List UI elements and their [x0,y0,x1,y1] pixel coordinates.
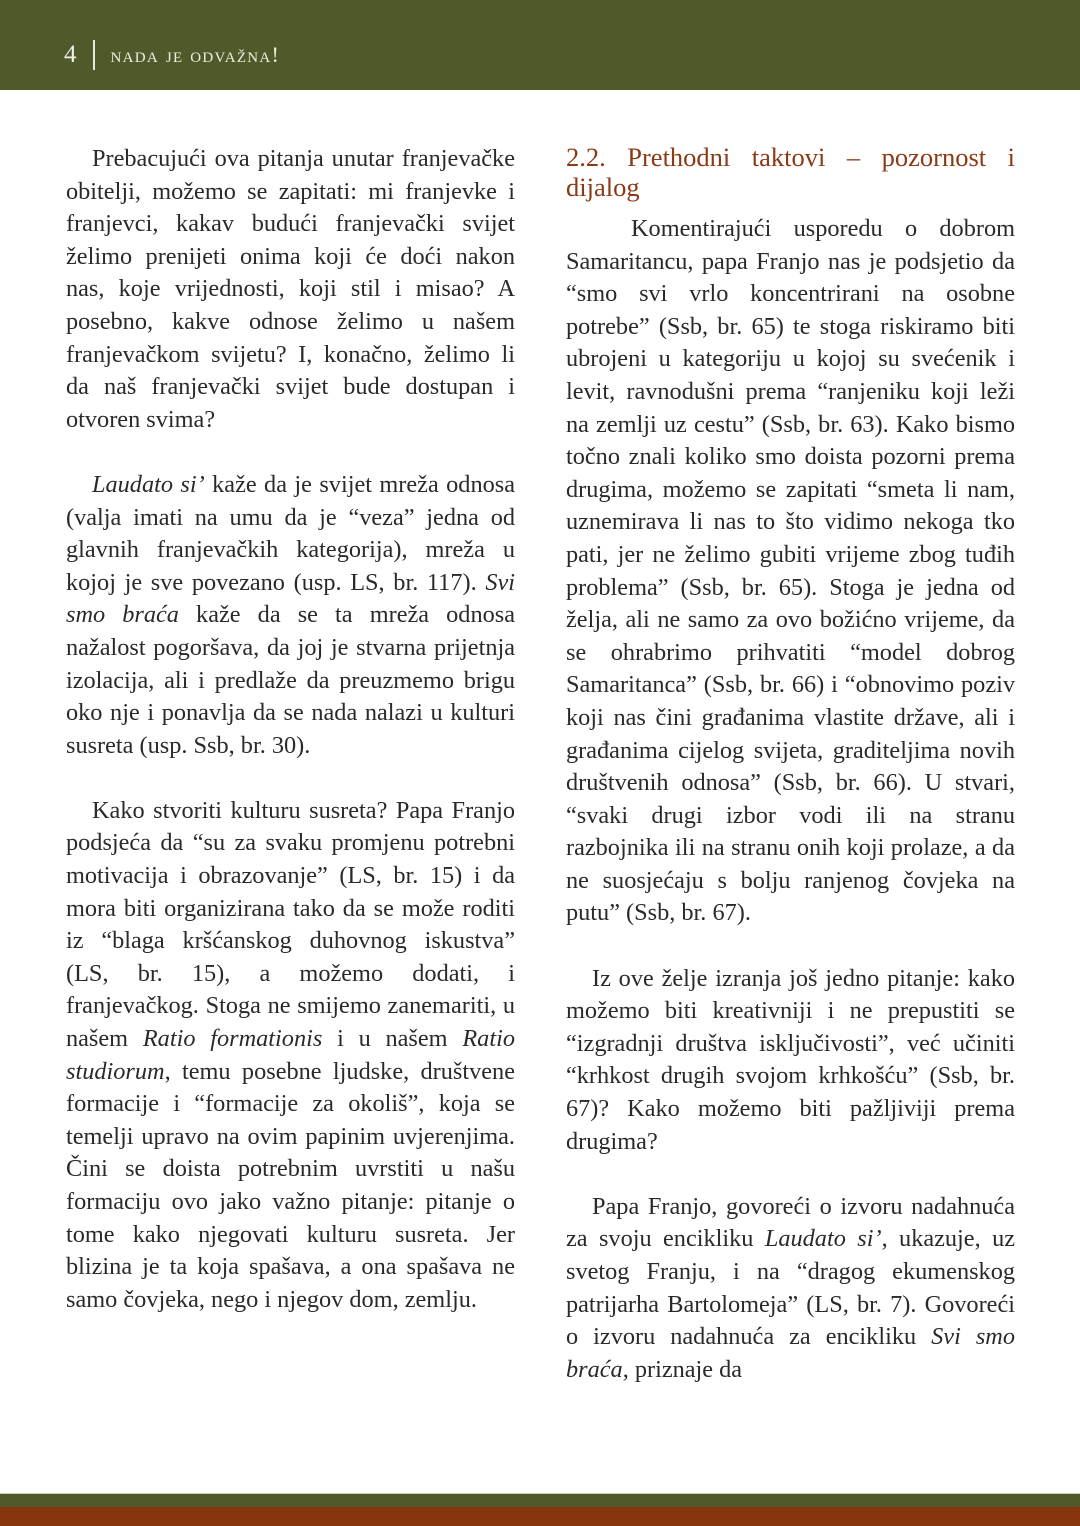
italic-title: Ratio studiorum [66,1025,515,1085]
text-run: i u našem [322,1025,463,1053]
left-column [66,143,515,1316]
right-column [566,142,1015,1386]
text-run: , priznaje da [622,1355,743,1383]
italic-title: Ratio formationis [142,1025,323,1053]
italic-title: Svi smo braća [566,1323,1015,1383]
text-run: kaže da je svijet mreža odnosa (valja imati na umu da je “veza” jedna od glavnih franjevačkih kategorija), mreža u kojoj je sve povezano (usp. LS, br. 117). [66,470,515,596]
text-run: Papa Franjo, govoreći o izvoru nadahnuća za svoju encikliku [566,1192,1015,1253]
running-title: nada je odvažna! [110,42,281,67]
text-run: kaže da se ta mreža odnosa nažalost pogoršava, da joj je stvarna prijetnja izolacija, ali i predlaže da preuzmemo brigu oko nje i ponavlja da se nada nalazi u kulturi susreta (usp. Ssb, br. 30). [66,601,515,759]
text-run: Iz ove želje izranja još jedno pitanje: kako možemo biti kreativniji i ne prepustiti se “izgradnji društva isključivosti”, već učiniti “krhkost drugih svojom krhkošću” (Ssb, br. 67)? Kako možemo biti pažljiviji prema drugima? [566,964,1015,1155]
paragraph [566,213,1015,930]
page-number: 4 [64,41,77,68]
text-run: , ukazuje, uz svetog Franju, i na “dragog ekumenskog patrijarha Bartolomeja” (LS, br. 7). Govoreći o izvoru nadahnuća za encikliku [566,1225,1015,1351]
paragraph [66,469,515,762]
page-header [0,0,1080,90]
text-run: Kako stvoriti kulturu susreta? Papa Franjo podsjeća da “su za svaku promjenu potrebni motivacija i obrazovanje” (LS, br. 15) i da mora biti organizirana tako da se može roditi iz “blaga kršćanskog duhovnog iskustva” (LS, br. 15), a možemo dodati, i franjevačkog. Stoga ne smijemo zanemariti, u našem [66,796,515,1053]
paragraph [66,143,515,436]
italic-title: Laudato si’ [92,470,205,498]
paragraph [566,963,1015,1159]
text-run: Komentirajući usporedu o dobrom Samaritancu, papa Franjo nas je podsjetio da “smo svi vrlo koncentrirani na osobne potrebe” (Ssb, br. 65) te stoga riskiramo biti ubrojeni u kategoriju u kojoj su svećenik i levit, ravnodušni prema “ranjeniku koji leži na zemlji uz cestu” (Ssb, br. 63). Kako bismo točno znali koliko smo doista pozorni prema drugima, možemo se zapitati “smeta li nam, uznemirava li nas to što vidimo nekoga tko pati, jer ne želimo gubiti vrijeme zbog tuđih problema” (Ssb, br. 65). Stoga je jedna od želja, ali ne samo za ovo božićno vrijeme, da se ohrabrimo prihvatiti “model dobrog Samaritanca” (Ssb, br. 66) i “obnovimo poziv koji nas čini građanima vlastite države, ali i građanima cijelog svijeta, graditeljima novih društvenih odnosa” (Ssb, br. 66). U stvari, “svaki drugi izbor vodi ili na stranu razbojnika ili na stranu onih koji prolaze, a da ne suosjećaju s bolju ranjenog čovjeka na putu” (Ssb, br. 67). [566,215,1015,927]
footer-band-red [0,1507,1080,1526]
text-run: Prebacujući ova pitanja unutar franjevačke obitelji, možemo se zapitati: mi franjevke i franjevci, kakav budući franjevački svijet želimo prenijeti onima koji će doći nakon nas, koje vrijednosti, koji stil i misao? A posebno, kakve odnose želimo u našem franjevačkom svijetu? I, konačno, želimo li da naš franjevački svijet bude dostupan i otvoren svima? [66,145,515,433]
paragraph [66,795,515,1317]
italic-title: Laudato si’ [764,1225,882,1253]
footer-band-green [0,1493,1080,1507]
paragraph [566,1191,1015,1387]
header-separator [93,40,95,70]
italic-title: Svi smo braća [66,568,515,629]
text-run: , temu posebne ljudske, društvene formacije i “formacije za okoliš”, koja se temelji upravo na ovim papinim uvjerenjima. Čini se doista potrebnim uvrstiti u našu formaciju ovo jako važno pitanje: pitanje o tome kako njegovati kulturu susreta. Jer blizina je ta koja spašava, a ona spašava ne samo čovjeka, nego i njegov dom, zemlju. [66,1057,515,1313]
header-line [64,40,280,70]
section-heading: 2.2. Prethodni taktovi – pozornost i dijalog [566,142,1015,202]
